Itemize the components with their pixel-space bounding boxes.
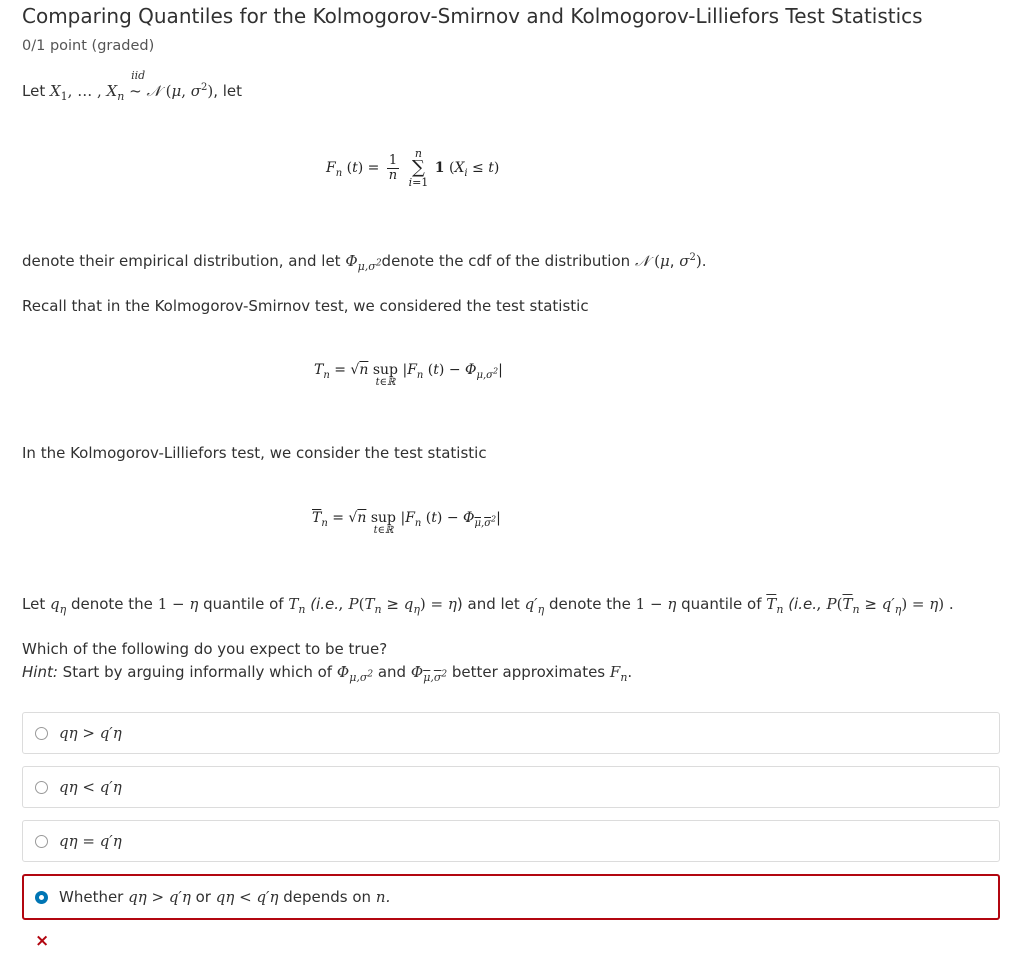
choice-label: qη = q′η	[59, 832, 122, 850]
incorrect-icon: ×	[35, 931, 50, 951]
hint-text: Hint: Start by arguing informally which of $\Phi_{\mu,\sigma^2}$ and $\Phi_{\overline{\mu},\overline{\sigma}^2}$ better approximates $F_n$.	[22, 663, 633, 684]
choice-option-3[interactable]	[22, 820, 1000, 862]
points-label: 0/1 point (graded)	[22, 38, 155, 54]
choice-label: qη < q′η	[59, 778, 122, 796]
choice-option-4[interactable]	[22, 874, 1000, 920]
radio-button[interactable]	[35, 727, 48, 740]
question-text: Which of the following do you expect to be true?	[22, 640, 388, 658]
choice-label: qη > q′η	[59, 724, 122, 742]
ks-statistic-formula: $T_n = √n$ sup t∈ℝ $|F_n$ $(t) - \Phi_{\mu,\sigma^2}|$	[314, 362, 503, 388]
kl-statistic-formula: $\overline{T}_n = √n$ sup t∈ℝ $|F_n$ $(t) - \Phi_{\overline{\mu},\overline{\sigma}^2}|$	[312, 510, 501, 536]
lilliefors-line: In the Kolmogorov-Lilliefors test, we consider the test statistic	[22, 444, 487, 462]
problem-title: Comparing Quantiles for the Kolmogorov-Smirnov and Kolmogorov-Lilliefors Test Statistics	[22, 4, 923, 28]
denote-line: denote their empirical distribution, and let $\Phi_{\mu,\sigma^2}denote$ the cdf of the distribution 𝒩 (μ, $\sigma^2$).	[22, 252, 707, 273]
choice-option-1[interactable]	[22, 712, 1000, 754]
recall-line: Recall that in the Kolmogorov-Smirnov test, we considered the test statistic	[22, 297, 589, 315]
choice-label: Whether qη > q′η or qη < q′η depends on n.	[59, 888, 391, 906]
choice-option-2[interactable]	[22, 766, 1000, 808]
empirical-cdf-formula: $F_n$ (t) = $\frac{1}{n}$ n ∑ i=1 1 $(X_i \le t)$	[326, 147, 500, 189]
radio-button[interactable]	[35, 835, 48, 848]
intro-line: Let $X_1$, … , $X_n$ iid ~ 𝒩 (μ, $\sigma^2$), let	[22, 69, 243, 103]
radio-button-selected[interactable]	[35, 891, 48, 904]
radio-button[interactable]	[35, 781, 48, 794]
quantile-definition-line: Let $q_\eta$ denote the 1 − η quantile of $T_n$ (i.e., $P(T_n \ge q_\eta) = \eta$) and let $q'_\eta$ denote the 1 − η quantile of $\overline{T}_n$ (i.e., $P(\overline{T}_n \ge q'_\eta) = \eta$) .	[22, 595, 954, 616]
